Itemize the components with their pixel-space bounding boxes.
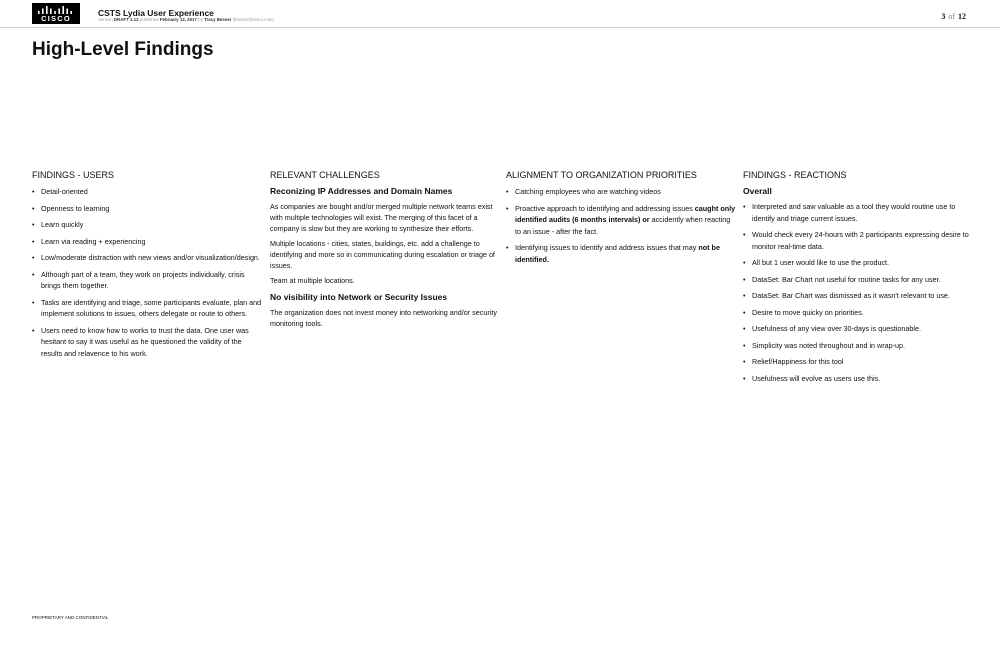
list-item: • Relief/Happiness for this tool	[743, 356, 973, 368]
list-item: • Simplicity was noted throughout and in wrap-up.	[743, 340, 973, 352]
challenge-subheading-ip: Reconizing IP Addresses and Domain Names	[270, 186, 453, 196]
publish-date: February 13, 2017	[159, 17, 197, 22]
findings-users-heading: FINDINGS - USERS	[32, 170, 115, 180]
alignment-heading: ALIGNMENT TO ORGANIZATION PRIORITIES	[506, 170, 697, 180]
list-item	[506, 203, 736, 238]
relevant-challenges-column	[270, 170, 500, 333]
cisco-logo	[32, 3, 80, 24]
list-item: • Tasks are identifying and triage, some participants evaluate, plan and implement solutions to issues, others delegate or route to others.	[32, 297, 262, 320]
by-label: by	[198, 17, 203, 22]
list-item: • Low/moderate distraction with new views and/or visualization/design.	[32, 252, 262, 264]
alignment-list	[506, 186, 736, 265]
alignment-text: Identifying issues to identify and address issues that may	[515, 243, 699, 252]
alignment-text-bold: caught only identified audits (6 months intervals) or	[515, 203, 736, 224]
author-email: (tbesser@cisco.com)	[232, 17, 274, 22]
list-item: • DataSet: Bar Chart was dismissed as it wasn't relevant to use.	[743, 290, 973, 302]
list-item: • Catching employees who are watching videos	[506, 186, 736, 198]
challenge-paragraph: Team at multiple locations.	[270, 276, 355, 285]
confidential-footer: PROPRIETARY AND CONFIDENTIAL	[32, 615, 109, 620]
challenge-paragraph: Multiple locations - cities, states, buildings, etc. add a challenge to identifying and more so in communicating during escalation or triage of issues.	[270, 239, 495, 270]
challenges-heading: RELEVANT CHALLENGES	[270, 170, 380, 180]
page-current: 3	[941, 12, 946, 21]
list-item: • DataSet: Bar Chart not useful for routine tasks for any user.	[743, 274, 973, 286]
findings-users-column	[32, 170, 262, 364]
logo-wordmark: CISCO	[41, 14, 71, 23]
challenge-subheading-visibility: No visibility into Network or Security Issues	[270, 292, 448, 302]
alignment-text: accidently when reacting to an issue - after the fact.	[515, 215, 731, 236]
document-meta	[98, 17, 274, 23]
challenge-paragraph: As companies are bought and/or merged multiple network teams exist with multiple technologies will exist. The merging of this facet of a company is slow but they are working to synthesize their efforts.	[270, 202, 493, 233]
list-item: • Desire to move quicky on priorities.	[743, 307, 973, 319]
published-label: published	[139, 17, 159, 22]
version-label: Version	[98, 17, 113, 22]
list-item	[506, 242, 736, 265]
reactions-list	[743, 201, 973, 384]
list-item: • Detail-oriented	[32, 186, 262, 198]
page-title: High-Level Findings	[32, 39, 214, 60]
reactions-heading: FINDINGS - REACTIONS	[743, 170, 847, 180]
list-item: • Openness to learning	[32, 203, 262, 215]
page-of-label: of	[948, 12, 955, 21]
list-item: • Learn via reading + experiencing	[32, 236, 262, 248]
alignment-text: Proactive approach to identifying and addressing issues	[515, 203, 695, 213]
reactions-subheading: Overall	[743, 186, 772, 196]
list-item: • Usefulness of any view over 30-days is questionable.	[743, 323, 973, 335]
list-item: • Usefulness will evolve as users use this.	[743, 373, 973, 385]
page-total: 12	[958, 12, 966, 21]
list-item: • Although part of a team, they work on projects individually, crisis brings them together.	[32, 269, 262, 292]
list-item: • Users need to know how to works to trust the data. One user was hesitant to say it was useful as he questioned the validity of the results and relavence to his work.	[32, 325, 262, 360]
author-name: Tracy Besser	[204, 17, 232, 22]
list-item: • Interpreted and saw valuable as a tool they would routine use to identify and triage current issues.	[743, 201, 973, 224]
alignment-text-bold: not be identified.	[515, 243, 720, 264]
document-title: CSTS Lydia User Experience	[98, 8, 214, 18]
list-item: • Would check every 24-hours with 2 participants expressing desire to monitor real-time data.	[743, 229, 973, 252]
challenge-paragraph: The organization does not invest money into networking and/or security monitoring tools.	[270, 308, 497, 328]
document-header	[0, 0, 1000, 28]
findings-users-list	[32, 186, 262, 359]
page-indicator	[941, 12, 966, 21]
version-value: DRAFT 1.12	[113, 17, 139, 22]
list-item: • Learn quickly	[32, 219, 262, 231]
alignment-priorities-column	[506, 170, 736, 270]
findings-reactions-column	[743, 170, 973, 389]
list-item: • All but 1 user would like to use the product.	[743, 257, 973, 269]
